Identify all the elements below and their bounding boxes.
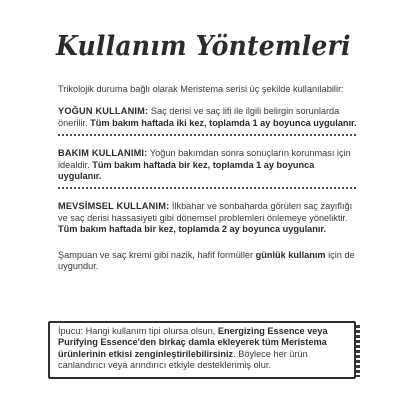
section-bold-text: Tüm bakım haftada bir kez, toplamda 1 ay boyunca uygulanır.	[58, 159, 315, 182]
closing-plain: Şampuan ve saç kremi gibi nazik, hafif formüller	[58, 249, 256, 260]
dotted-divider	[58, 187, 356, 189]
tip-box	[48, 321, 356, 379]
tip-text-start: İpucu: Hangi kullanım tipi olursa olsun,	[58, 326, 218, 336]
closing-bold: günlük kullanım	[255, 249, 326, 260]
section-heading: BAKIM KULLANIMI:	[58, 148, 148, 159]
closing-end: için de uygundur.	[58, 249, 355, 272]
tip-bold-text: Energizing Essence veya Purifying Essence'den birkaç damla ekleyerek tüm Meristema ürünlerinin etkisi zenginleştirilebilirsiniz	[58, 326, 328, 359]
section-intensive	[58, 106, 358, 134]
section-text: Yoğun bakımdan sonra sonuçların korunması için idealdir.	[58, 148, 351, 170]
usage-content	[58, 84, 358, 272]
page-title: Kullanım Yöntemleri	[56, 31, 351, 62]
dotted-divider	[58, 134, 356, 136]
section-paragraph	[58, 106, 358, 129]
section-bold-text: Tüm bakım haftada bir kez, toplamda 2 ay boyunca uygulanır.	[58, 224, 327, 235]
section-paragraph	[58, 148, 358, 182]
section-maintenance	[58, 148, 358, 187]
section-heading: YOĞUN KULLANIM:	[58, 106, 149, 117]
intro-text: Trikolojik duruma bağlı olarak Meristema serisi üç şekilde kullanılabilir:	[58, 84, 344, 94]
section-heading: MEVSİMSEL KULLANIM:	[58, 201, 170, 212]
closing-text	[58, 250, 358, 273]
section-bold-text: Tüm bakım haftada iki kez, toplamda 1 ay boyunca uygulanır.	[90, 117, 357, 128]
section-seasonal	[58, 201, 358, 240]
section-text: İlkbahar ve sonbaharda görülen saç zayıflığı ve saç derisi hassasiyeti gibi dönemsel problemleri önlemeye yöneliktir.	[58, 201, 353, 223]
section-text: Saç derisi ve saç lifi ile ilgili belirgin sorunlarda önerilir.	[58, 106, 340, 128]
section-paragraph	[58, 201, 358, 235]
tip-text-end: . Böylece her ürün canlandırıcı veya arındırıcı etkiyle desteklenmiş olur.	[58, 348, 308, 371]
